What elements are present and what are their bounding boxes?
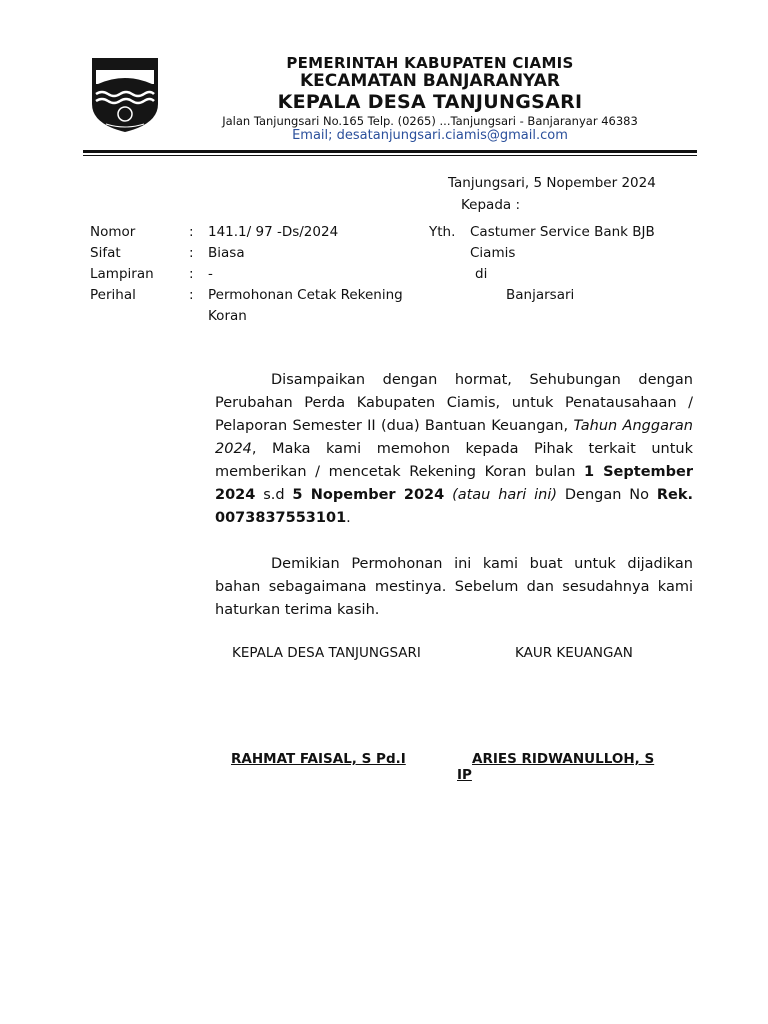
letterhead-government: PEMERINTAH KABUPATEN CIAMIS xyxy=(286,54,574,72)
p1-italic-today: (atau hari ini) xyxy=(452,487,558,503)
regency-emblem-icon xyxy=(90,54,160,134)
p1-bold-end-date: 5 Nopember 2024 xyxy=(292,487,445,503)
p1-text-3: s.d xyxy=(255,487,293,503)
signature-right-title: KAUR KEUANGAN xyxy=(515,645,633,661)
signature-left-title: KEPALA DESA TANJUNGSARI xyxy=(232,645,421,661)
p2-text: Demikian Permohonan ini kami buat untuk dijadikan bahan sebagaimana mestinya. Sebelum dan sesudahnya kami haturkan terima kasih. xyxy=(215,556,693,618)
perihal-sep: : xyxy=(189,287,194,303)
header-rule-thick xyxy=(83,150,697,153)
p1-text-4 xyxy=(444,487,452,503)
sifat-value: Biasa xyxy=(208,245,245,261)
p1-text-2: , Maka kami memohon kepada Pihak terkait untuk memberikan / mencetak Rekening Koran bulan xyxy=(215,441,693,480)
recipient-yth: Yth. xyxy=(429,224,456,240)
perihal-value-line1: Permohonan Cetak Rekening xyxy=(208,287,403,303)
recipient-line2: Ciamis xyxy=(470,245,516,261)
signature-left-name: RAHMAT FAISAL, S Pd.I xyxy=(231,751,406,767)
lampiran-value: - xyxy=(208,266,213,282)
nomor-label: Nomor xyxy=(90,224,136,240)
header-rule-thin xyxy=(83,155,697,156)
letter-date: Tanjungsari, 5 Nopember 2024 xyxy=(448,175,656,191)
nomor-sep: : xyxy=(189,224,194,240)
perihal-label: Perihal xyxy=(90,287,136,303)
signature-right-name-line1: ARIES RIDWANULLOH, S xyxy=(472,751,655,767)
lampiran-sep: : xyxy=(189,266,194,282)
letterhead-office: KEPALA DESA TANJUNGSARI xyxy=(277,91,583,113)
p1-italic-year: Tahun Anggaran 2024 xyxy=(215,418,693,457)
p1-text-6: . xyxy=(346,510,351,526)
perihal-value-line2: Koran xyxy=(208,308,247,324)
recipient-line1: Castumer Service Bank BJB xyxy=(470,224,655,240)
body-paragraph-1 xyxy=(215,369,693,530)
recipient-line4: Banjarsari xyxy=(506,287,575,303)
letterhead-district: KECAMATAN BANJARANYAR xyxy=(300,71,560,91)
body-paragraph-2 xyxy=(215,553,693,622)
p1-text-5: Dengan No xyxy=(557,487,657,503)
kepada-label: Kepada : xyxy=(461,197,521,213)
nomor-value: 141.1/ 97 -Ds/2024 xyxy=(208,224,339,240)
p1-text-1: Disampaikan dengan hormat, Sehubungan dengan Perubahan Perda Kabupaten Ciamis, untuk Penatausahaan / Pelaporan Semester II (dua) Bantuan Keuangan, xyxy=(215,372,693,434)
letterhead-address: Jalan Tanjungsari No.165 Telp. (0265) ...Tanjungsari - Banjaranyar 46383 xyxy=(222,114,638,128)
letterhead-email: Email; desatanjungsari.ciamis@gmail.com xyxy=(292,128,568,143)
sifat-label: Sifat xyxy=(90,245,121,261)
lampiran-label: Lampiran xyxy=(90,266,154,282)
p1-bold-account: Rek. 0073837553101 xyxy=(215,487,693,526)
p1-bold-start-date: 1 September 2024 xyxy=(215,464,693,503)
recipient-line3: di xyxy=(475,266,488,282)
sifat-sep: : xyxy=(189,245,194,261)
signature-right-name-line2: IP xyxy=(457,767,472,783)
